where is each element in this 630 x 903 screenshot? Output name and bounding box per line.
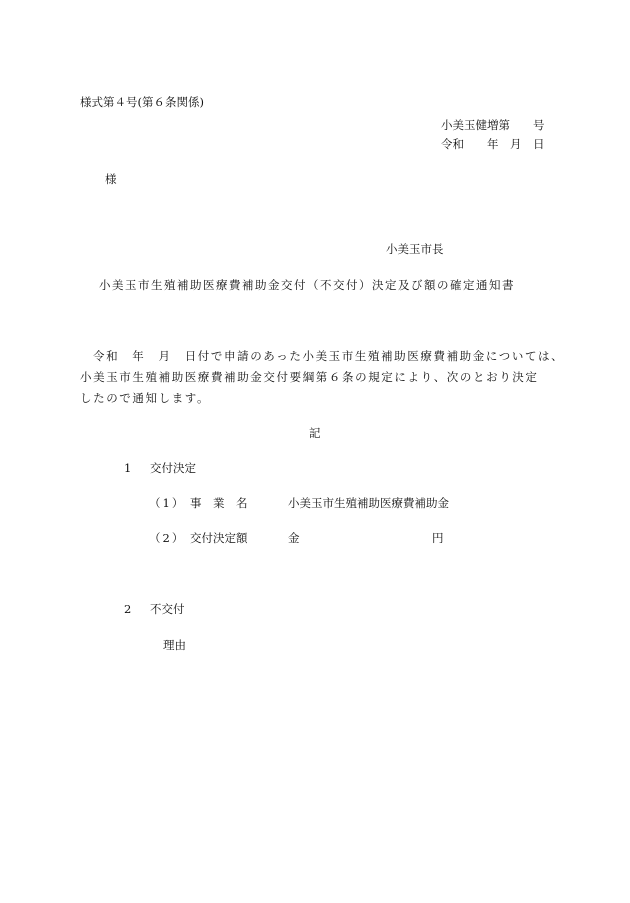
section-2-heading: 不交付 [150,602,185,616]
section-1-heading: 交付決定 [150,461,196,475]
item-1-value: 小美玉市生殖補助医療費補助金 [288,496,449,510]
form-number: 様式第４号(第６条関係) [80,95,204,109]
ki-label: 記 [309,426,321,440]
body-line-1: 令和 年 月 日付で申請のあった小美玉市生殖補助医療費補助金については、 [93,349,565,363]
item-2-suffix: 円 [432,531,444,545]
item-1-label: （1） [149,496,186,510]
date-line: 令和 年 月 日 [441,137,545,151]
document-title: 小美玉市生殖補助医療費補助金交付（不交付）決定及び額の確定通知書 [99,278,515,292]
item-2-label: （2） [149,531,186,545]
item-2-name: 交付決定額 [190,531,248,545]
reason-label: 理由 [163,638,186,652]
item-1-name: 事 業 名 [190,496,248,510]
item-2-prefix: 金 [288,531,300,545]
body-line-2: 小美玉市生殖補助医療費補助金交付要綱第６条の規定により、次のとおり決定 [80,370,539,384]
section-2-number: 2 [124,602,132,616]
document-number: 小美玉健増第 号 [441,118,545,132]
section-1-number: 1 [124,461,132,475]
body-line-3: したので通知します。 [80,391,211,405]
addressee: 様 [105,172,117,186]
issuer: 小美玉市長 [386,242,444,256]
